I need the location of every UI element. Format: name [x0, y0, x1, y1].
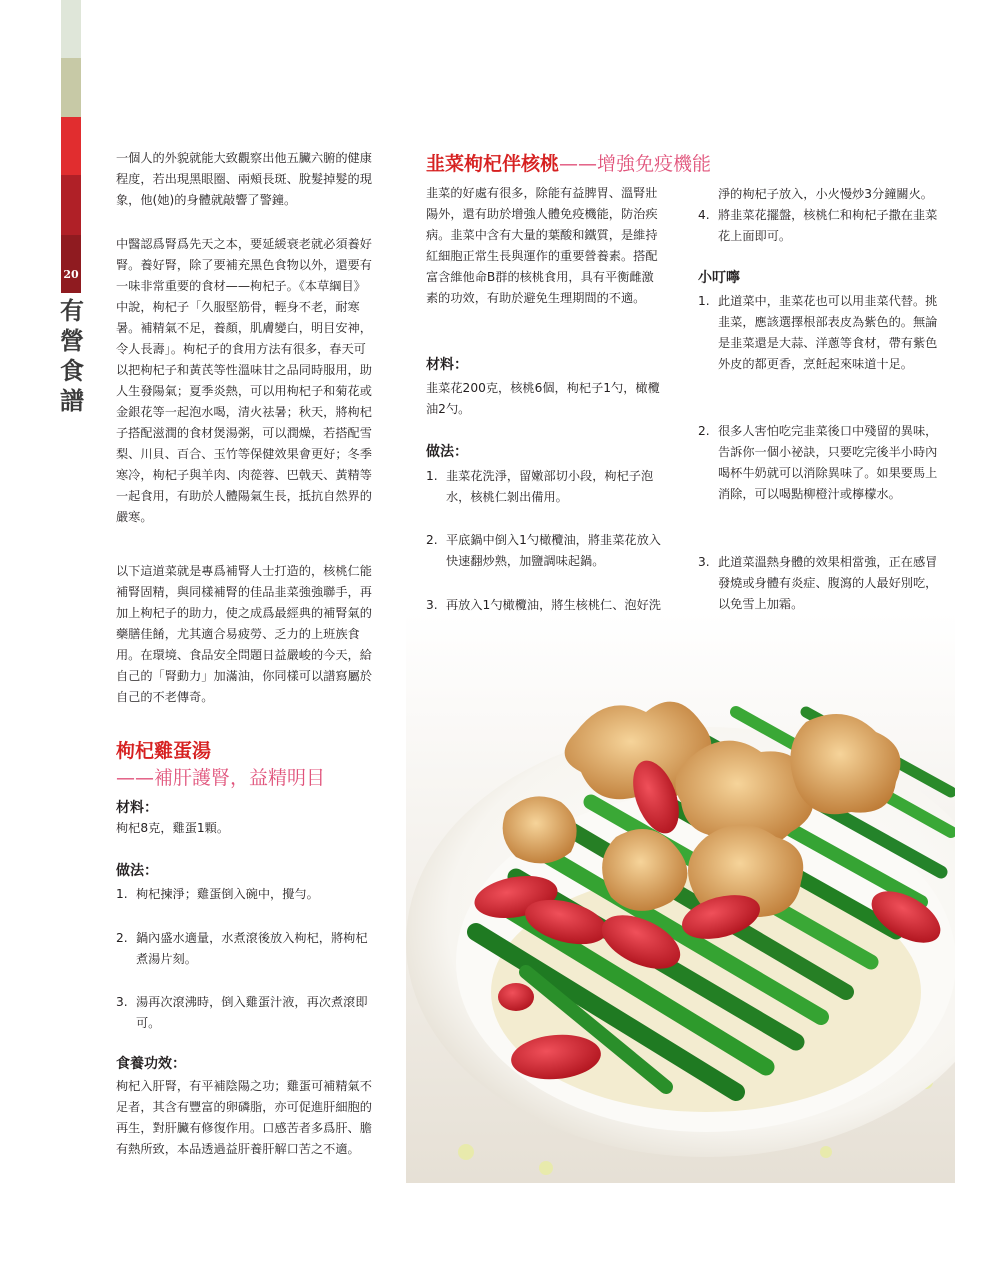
recipe1-step	[698, 205, 938, 247]
step-text: 平底鍋中倒入1勺橄欖油，將韭菜花放入快速翻炒熟，加鹽調味起鍋。	[446, 533, 661, 568]
tip-number: 3.	[698, 555, 710, 569]
band-1	[61, 0, 81, 58]
section-title-char: 營	[60, 326, 84, 355]
section-title	[60, 296, 84, 416]
tip-item	[698, 552, 938, 615]
tip-text: 此道菜中，韭菜花也可以用韭菜代替。挑韭菜，應該選擇根部表皮為紫色的。無論是韭菜還是大蒜、洋蔥等食材，帶有紫色外皮的都更香，烹飪起來味道十足。	[718, 294, 938, 371]
band-2	[61, 58, 81, 117]
step-number: 3.	[426, 598, 438, 612]
recipe1-ingredients: 韭菜花200克，核桃6個，枸杞子1勺，橄欖油2勺。	[426, 381, 660, 416]
recipe1-step	[426, 466, 664, 508]
band-4	[61, 175, 81, 235]
tips-label: 小叮嚀	[698, 270, 740, 286]
section-title-char: 譜	[60, 386, 84, 415]
recipe1-description: 韭菜的好處有很多，除能有益脾胃、溫腎壯陽外，還有助於增強人體免疫機能，防治疾病。韭菜中含有大量的葉酸和鐵質，是維持紅細胞正常生長與運作的重要營養素。搭配富含維他命B群的核桃食用，具有平衡雌激素的功效，有助於避免生理期間的不適。	[426, 186, 658, 305]
step-text: 再放入1勺橄欖油，將生核桃仁、泡好洗	[446, 598, 661, 612]
tip-text: 很多人害怕吃完韭菜後口中殘留的異味，告訴你一個小祕訣，只要吃完後半小時內喝杯牛奶就可以消除異味了。如果要馬上消除，可以喝點柳橙汁或檸檬水。	[718, 424, 938, 501]
recipe2-ingredients: 枸杞8克，雞蛋1顆。	[116, 821, 230, 835]
section-title-char: 食	[60, 356, 84, 385]
recipe1-method-label: 做法：	[426, 444, 468, 460]
step-number: 1.	[116, 887, 128, 901]
recipe1-step	[426, 530, 664, 572]
step-text: 湯再次滾沸時，倒入雞蛋汁液，再次煮滾即可。	[136, 995, 368, 1030]
tip-text: 此道菜溫熱身體的效果相當強，正在感冒發燒或身體有炎症、腹瀉的人最好別吃，以免雪上加霜。	[718, 555, 938, 611]
recipe2-step	[116, 884, 374, 905]
band-5	[61, 235, 81, 293]
step-text: 枸杞揀淨；雞蛋倒入碗中，攪勻。	[136, 887, 319, 901]
step-number: 4.	[698, 208, 710, 222]
dish-photo	[406, 612, 955, 1183]
step-number: 2.	[426, 533, 438, 547]
recipe1-title-main: 韭菜枸杞伴核桃	[426, 153, 560, 175]
recipe2-ingredients-label: 材料：	[116, 800, 158, 816]
band-3	[61, 117, 81, 175]
intro-paragraph-3: 以下這道菜就是專爲補腎人士打造的，核桃仁能補腎固精，與同樣補腎的佳品韭菜強強聯手，再加上枸杞子的助力，使之成爲最經典的補腎氣的藥膳佳餚，尤其適合易疲勞、乏力的上班族食用。在環境、食品安全問題日益嚴峻的今天，給自己的「腎動力」加滿油，你同樣可以譜寫屬於自己的不老傳奇。	[116, 564, 372, 704]
recipe2-step	[116, 928, 374, 970]
recipe2-effect: 枸杞入肝腎，有平補陰陽之功；雞蛋可補精氣不足者，其含有豐富的卵磷脂，亦可促進肝細胞的再生，對肝臟有修復作用。口感苦者多爲肝、膽有熱所致，本品透過益肝養肝解口苦之不適。	[116, 1079, 372, 1156]
recipe2-subtitle: ——補肝護腎，益精明目	[116, 767, 326, 789]
step-number: 1.	[426, 469, 438, 483]
step-text: 淨的枸杞子放入，小火慢炒3分鐘關火。	[718, 187, 933, 201]
tip-item	[698, 421, 938, 505]
recipe1-subtitle: ——增強免疫機能	[559, 153, 712, 175]
tip-item	[698, 291, 938, 375]
recipe2-step	[116, 992, 374, 1034]
step-text: 將韭菜花擺盤，核桃仁和枸杞子撒在韭菜花上面即可。	[718, 208, 938, 243]
step-number: 2.	[116, 931, 128, 945]
intro-paragraph-2: 中醫認爲腎爲先天之本，要延緩衰老就必須養好腎。養好腎，除了要補充黑色食物以外，還要有一味非常重要的食材——枸杞子。《本草綱目》中說，枸杞子「久服堅筋骨，輕身不老，耐寒暑。補精氣不足，養顏，肌膚變白，明目安神，令人長壽」。枸杞子的食用方法有很多，春天可以把枸杞子和黃芪等性溫味甘之品同時服用，助人生發陽氣；夏季炎熱，可以用枸杞子和菊花或金銀花等一起泡水喝，清火祛暑；秋天，將枸杞子搭配滋潤的食材煲湯粥，可以潤燥，若搭配雪梨、川貝、百合、玉竹等保健效果會更好；冬季寒冷，枸杞子與羊肉、肉蓯蓉、巴戟天、黃精等一起食用，有助於人體陽氣生長，抵抗自然界的嚴寒。	[116, 237, 372, 524]
recipe2-title: 枸杞雞蛋湯	[116, 740, 212, 762]
recipe1-title	[426, 151, 711, 177]
recipe2-method-label: 做法：	[116, 863, 158, 879]
recipe1-step-continued	[698, 184, 938, 205]
tip-number: 1.	[698, 294, 710, 308]
page-number: 20	[63, 268, 79, 281]
recipe2-effect-label: 食養功效：	[116, 1056, 186, 1072]
step-text: 鍋內盛水適量，水煮滾後放入枸杞，將枸杞煮湯片刻。	[136, 931, 368, 966]
recipe1-ingredients-label: 材料：	[426, 357, 468, 373]
step-number: 3.	[116, 995, 128, 1009]
section-title-char: 有	[60, 296, 84, 325]
step-text: 韭菜花洗淨，留嫩部切小段，枸杞子泡水，核桃仁剝出備用。	[446, 469, 654, 504]
tip-number: 2.	[698, 424, 710, 438]
intro-paragraph-1: 一個人的外貌就能大致觀察出他五臟六腑的健康程度，若出現黑眼圈、兩頰長斑、脫髮掉髮的現象，他(她)的身體就敲響了警鐘。	[116, 151, 372, 207]
